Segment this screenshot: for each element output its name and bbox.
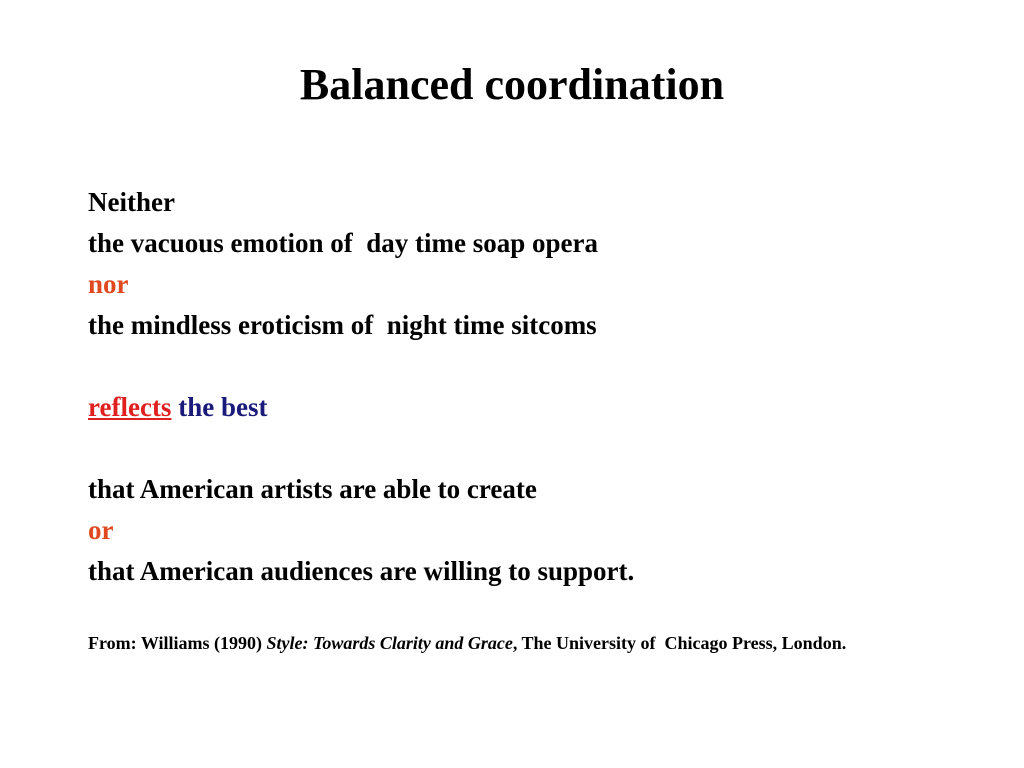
line-fourth-clause: that American audiences are willing to support. bbox=[88, 556, 635, 586]
object-the-best: the best bbox=[178, 392, 268, 422]
line-or: or bbox=[88, 515, 114, 545]
line-nor: nor bbox=[88, 269, 129, 299]
citation-book-title: Style: Towards Clarity and Grace bbox=[266, 633, 513, 653]
source-citation bbox=[88, 632, 955, 654]
line-third-clause: that American artists are able to create bbox=[88, 474, 537, 504]
slide-body bbox=[88, 182, 988, 592]
line-first-clause: the vacuous emotion of day time soap opera bbox=[88, 228, 598, 258]
citation-prefix: From: Williams (1990) bbox=[88, 633, 267, 653]
citation-suffix: , The University of Chicago Press, London. bbox=[512, 633, 847, 653]
blank-line bbox=[88, 346, 988, 387]
blank-line bbox=[88, 428, 988, 469]
line-verb-phrase bbox=[88, 387, 988, 428]
slide-title: Balanced coordination bbox=[299, 60, 725, 109]
verb-reflects: reflects bbox=[88, 392, 172, 422]
line-neither: Neither bbox=[88, 187, 175, 217]
line-second-clause: the mindless eroticism of night time sitcoms bbox=[88, 310, 597, 340]
